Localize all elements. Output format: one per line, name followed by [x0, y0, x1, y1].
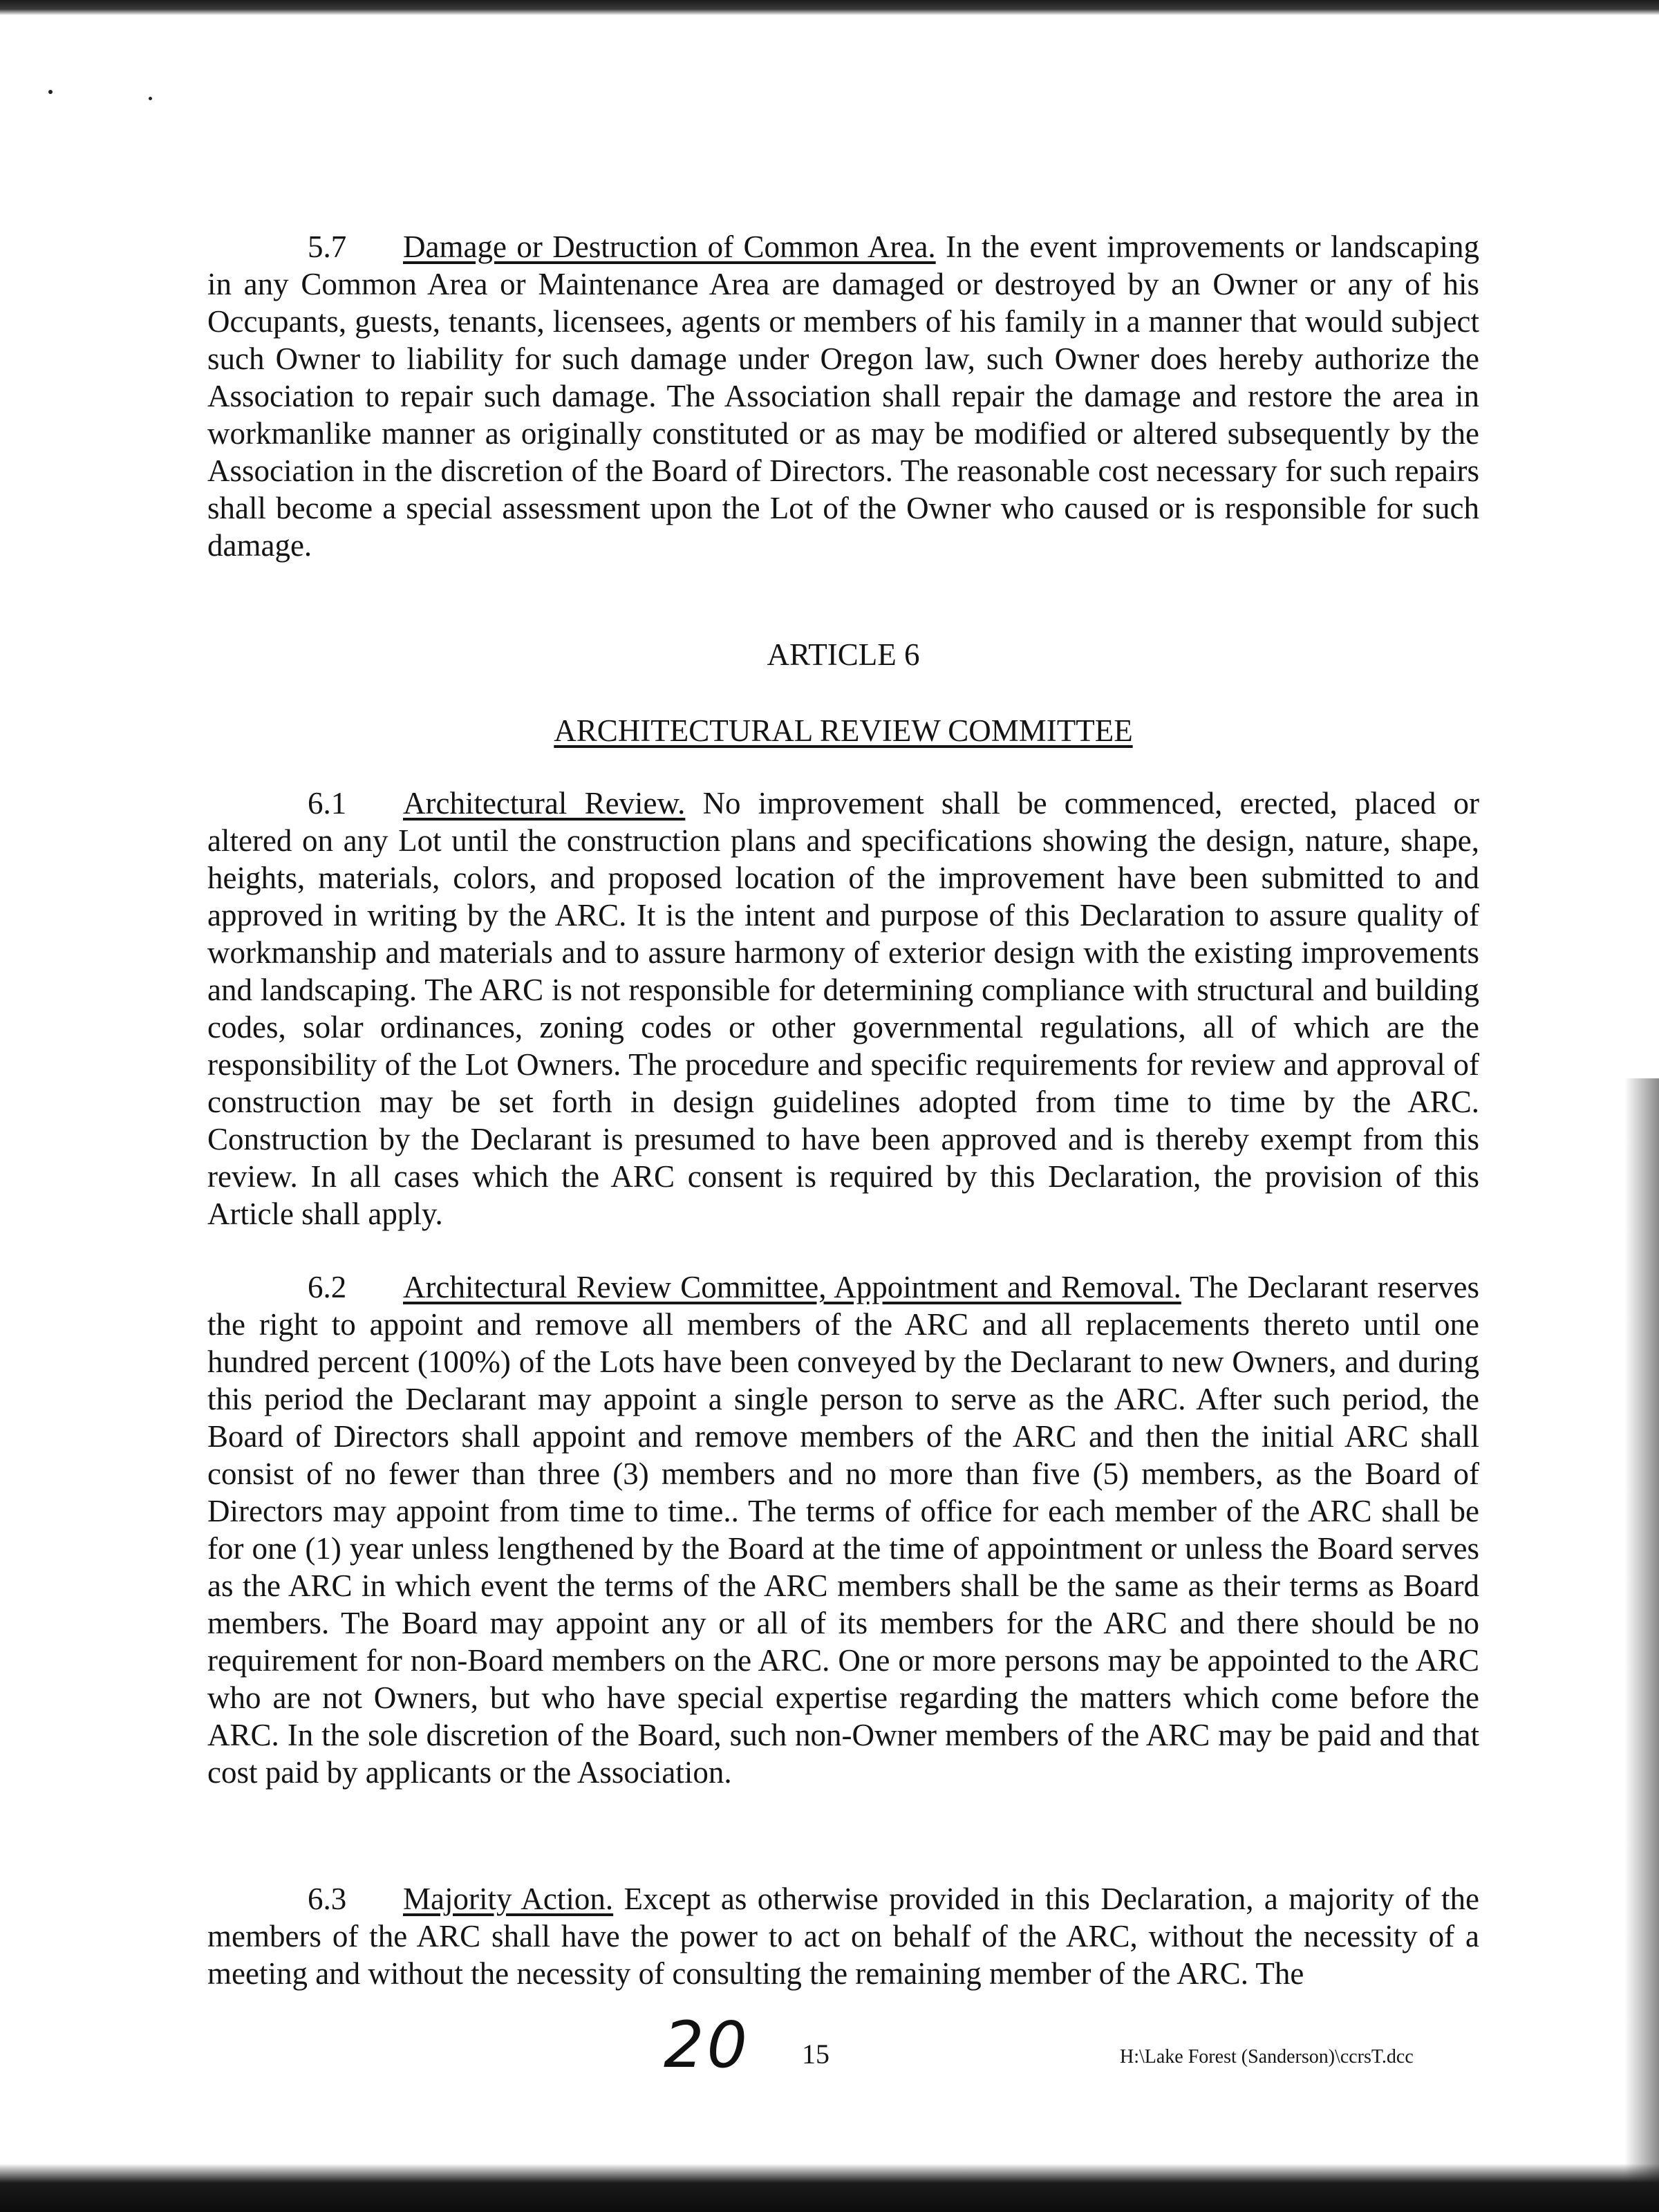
- scan-edge-top: [0, 0, 1659, 15]
- file-path: H:\Lake Forest (Sanderson)\ccrsT.dcc: [1120, 2046, 1414, 2068]
- page-number: 15: [802, 2038, 830, 2070]
- section-number: 5.7: [308, 229, 347, 264]
- section-6-3: [207, 1880, 1479, 1992]
- section-number: 6.3: [308, 1882, 347, 1916]
- scan-edge-bottom: [0, 2164, 1659, 2212]
- section-6-2: [207, 1268, 1479, 1791]
- section-6-1: [207, 785, 1479, 1232]
- section-5-7: [207, 228, 1479, 564]
- scan-speck: [48, 90, 53, 94]
- article-subtitle: [207, 712, 1479, 749]
- section-body: Except as otherwise provided in this Declaration, a majority of the members of the ARC shall have the power to act on behalf of the ARC, without the necessity of a meeting and without the necessity of consulting the remaining member of the ARC. The: [207, 1882, 1479, 1991]
- section-heading: Architectural Review Committee, Appointment and Removal.: [403, 1270, 1181, 1304]
- article-title: ARTICLE 6: [767, 637, 920, 672]
- scan-speck: [149, 97, 152, 100]
- section-number: 6.1: [308, 786, 347, 821]
- section-heading: Majority Action.: [403, 1882, 614, 1916]
- section-heading: Architectural Review.: [403, 786, 686, 821]
- scan-edge-right: [1624, 1078, 1659, 2184]
- section-heading: Damage or Destruction of Common Area.: [403, 229, 936, 264]
- section-body: In the event improvements or landscaping in any Common Area or Maintenance Area are damaged or destroyed by an Owner or any of his Occupants, guests, tenants, licensees, agents or members of his family in a manner that would subject such Owner to liability for such damage under Oregon law, such Owner does hereby authorize the Association to repair such damage. The Association shall repair the damage and restore the area in workmanlike manner as originally constituted or as may be modified or altered subsequently by the Association in the discretion of the Board of Directors. The reasonable cost necessary for such repairs shall become a special assessment upon the Lot of the Owner who caused or is responsible for such damage.: [207, 229, 1479, 563]
- handwritten-page-number: 20: [664, 2008, 751, 2082]
- article-subtitle-text: ARCHITECTURAL REVIEW COMMITTEE: [554, 713, 1133, 748]
- section-body: No improvement shall be commenced, erected, placed or altered on any Lot until the construction plans and specifications showing the design, nature, shape, heights, materials, colors, and proposed location of the improvement have been submitted to and approved in writing by the ARC. It is the intent and purpose of this Declaration to assure quality of workmanship and materials and to assure harmony of exterior design with the existing improvements and landscaping. The ARC is not responsible for determining compliance with structural and building codes, solar ordinances, zoning codes or other governmental regulations, all of which are the responsibility of the Lot Owners. The procedure and specific requirements for review and approval of construction may be set forth in design guidelines adopted from time to time by the ARC. Construction by the Declarant is presumed to have been approved and is thereby exempt from this review. In all cases which the ARC consent is required by this Declaration, the provision of this Article shall apply.: [207, 786, 1479, 1231]
- section-number: 6.2: [308, 1270, 347, 1304]
- section-body: The Declarant reserves the right to appoint and remove all members of the ARC and all replacements thereto until one hundred percent (100%) of the Lots have been conveyed by the Declarant to new Owners, and during this period the Declarant may appoint a single person to serve as the ARC. After such period, the Board of Directors shall appoint and remove members of the ARC and then the initial ARC shall consist of no fewer than three (3) members and no more than five (5) members, as the Board of Directors may appoint from time to time.. The terms of office for each member of the ARC shall be for one (1) year unless lengthened by the Board at the time of appointment or unless the Board serves as the ARC in which event the terms of the ARC members shall be the same as their terms as Board members. The Board may appoint any or all of its members for the ARC and there should be no requirement for non-Board members on the ARC. One or more persons may be appointed to the ARC who are not Owners, but who have special expertise regarding the matters which come before the ARC. In the sole discretion of the Board, such non-Owner members of the ARC may be paid and that cost paid by applicants or the Association.: [207, 1270, 1480, 1790]
